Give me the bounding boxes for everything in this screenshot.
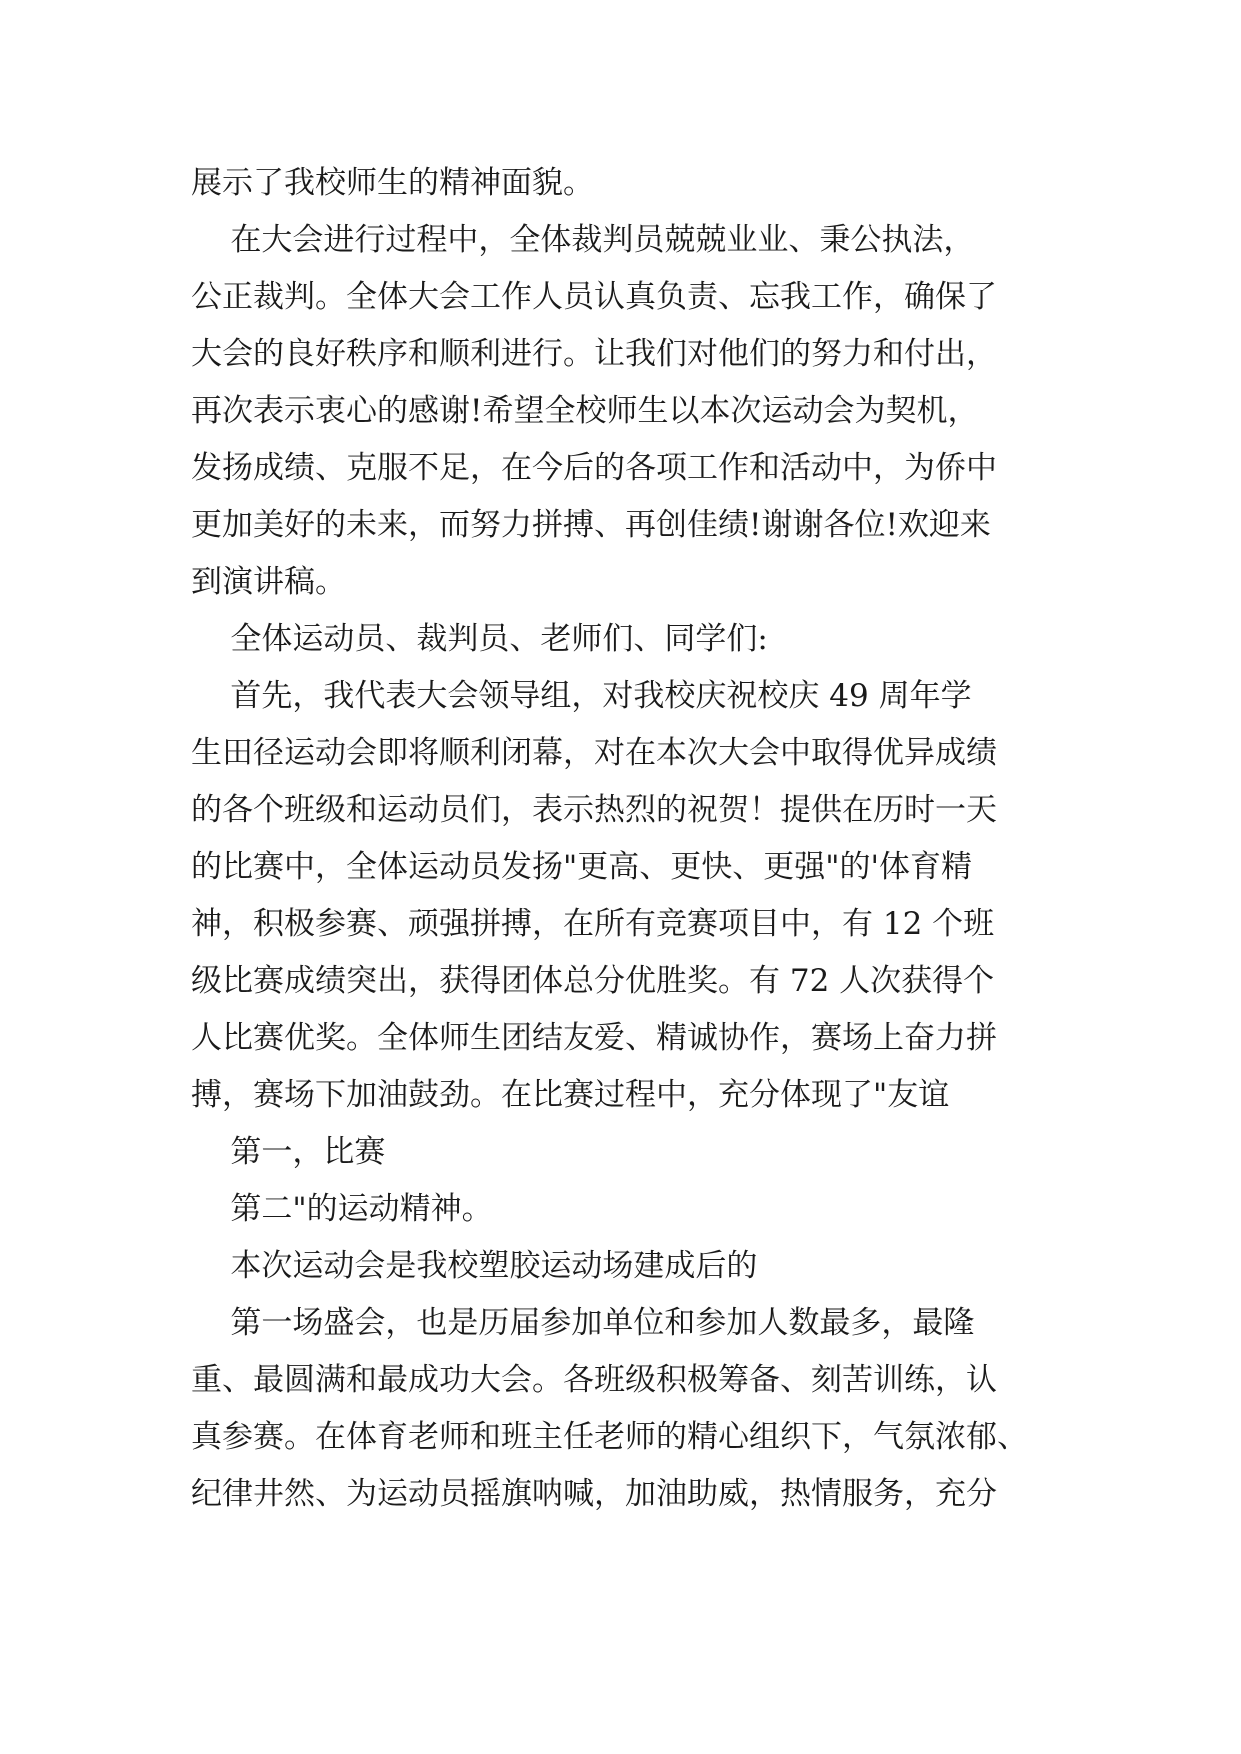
text-line: 第一场盛会，也是历届参加单位和参加人数最多，最隆	[191, 1305, 975, 1341]
document-body	[191, 155, 1071, 1523]
text-line: 的各个班级和运动员们，表示热烈的祝贺！提供在历时一天	[191, 792, 997, 828]
text-line: 第二"的运动精神。	[191, 1191, 493, 1227]
text-line: 在大会进行过程中，全体裁判员兢兢业业、秉公执法，	[191, 222, 975, 258]
text-line: 本次运动会是我校塑胶运动场建成后的	[191, 1248, 758, 1284]
text-line: 神，积极参赛、顽强拼搏，在所有竞赛项目中，有 12 个班	[191, 906, 995, 942]
text-line: 到演讲稿。	[191, 564, 346, 600]
text-line: 发扬成绩、克服不足，在今后的各项工作和活动中，为侨中	[191, 450, 997, 486]
text-line: 第一，比赛	[191, 1134, 386, 1170]
text-line: 生田径运动会即将顺利闭幕，对在本次大会中取得优异成绩	[191, 735, 997, 771]
text-line: 大会的良好秩序和顺利进行。让我们对他们的努力和付出，	[191, 336, 997, 372]
text-line: 纪律井然、为运动员摇旗呐喊，加油助威，热情服务，充分	[191, 1476, 997, 1512]
text-line: 再次表示衷心的感谢!希望全校师生以本次运动会为契机，	[191, 393, 979, 429]
text-line: 人比赛优奖。全体师生团结友爱、精诚协作，赛场上奋力拼	[191, 1020, 997, 1056]
text-line: 的比赛中，全体运动员发扬"更高、更快、更强"的'体育精	[191, 849, 973, 885]
text-line: 展示了我校师生的精神面貌。	[191, 165, 594, 201]
text-line: 真参赛。在体育老师和班主任老师的精心组织下，气氛浓郁、	[191, 1419, 1028, 1455]
text-line: 更加美好的未来，而努力拼搏、再创佳绩!谢谢各位!欢迎来	[191, 507, 991, 543]
text-line: 重、最圆满和最成功大会。各班级积极筹备、刻苦训练，认	[191, 1362, 997, 1398]
text-line: 搏，赛场下加油鼓劲。在比赛过程中，充分体现了"友谊	[191, 1077, 950, 1113]
text-line: 全体运动员、裁判员、老师们、同学们:	[191, 621, 768, 657]
text-line: 首先，我代表大会领导组，对我校庆祝校庆 49 周年学	[191, 678, 972, 714]
text-line: 公正裁判。全体大会工作人员认真负责、忘我工作，确保了	[191, 279, 997, 315]
text-line: 级比赛成绩突出，获得团体总分优胜奖。有 72 人次获得个	[191, 963, 995, 999]
